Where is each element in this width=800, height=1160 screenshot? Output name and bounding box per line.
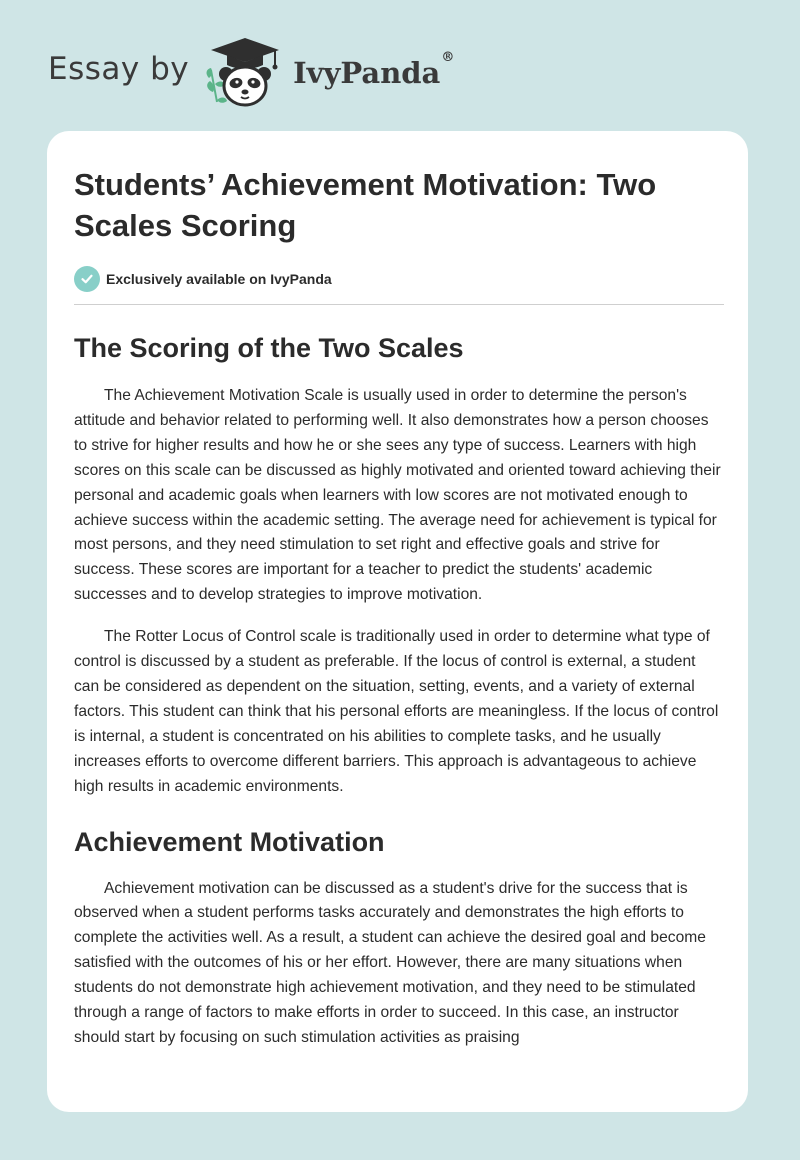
checkmark-icon	[74, 266, 100, 292]
paragraph: Achievement motivation can be discussed as a student's drive for the success that is observed when a student performs tasks accurately and demonstrates the high efforts to complete the activities well. As a result, a student can achieve the desired goal and become satisfied with the outcomes of his or her effort. However, there are many situations when students do not demonstrate high achievement motivation, and they need to be stimulated through a range of factors to make efforts in order to succeed. In this case, an instructor should start by focusing on such stimulation activities as praising	[74, 879, 706, 1046]
divider	[74, 304, 724, 305]
section-heading: Achievement Motivation	[74, 826, 385, 857]
essay-by-label: Essay by	[48, 51, 190, 87]
paragraph: The Rotter Locus of Control scale is traditionally used in order to determine what type of control is discussed by a student as preferable. If the locus of control is external, a student can be considered as dependent on the situation, setting, events, and a variety of external factors. This student can think that his personal efforts are meaningless. If the locus of control is internal, a student is concentrated on his abilities to complete tasks, and he usually increases efforts to overcome different barriers. This approach is advantageous to achieve high results in academic environments.	[74, 628, 719, 795]
paragraph: The Achievement Motivation Scale is usually used in order to determine the person's attitude and behavior related to performing well. It also demonstrates how a person chooses to strive for higher results and how he or she sees any type of success. Learners with high scores on this scale can be discussed as highly motivated and oriented toward achieving their personal and academic goals when learners with low scores are not motivated enough to achieve success within the academic setting. The average need for achievement is typical for most persons, and they need stimulation to set right and effective goals and strive for success. These scores are important for a teacher to predict the students' academic successes and to develop strategies to improve motivation.	[74, 387, 721, 604]
article-card	[47, 131, 748, 1112]
registered-mark: ®	[441, 50, 455, 65]
panda-graduation-cap-icon[interactable]	[203, 34, 287, 110]
article-title: Students’ Achievement Motivation: Two Scales Scoring	[74, 167, 657, 243]
brand-label: IvyPanda	[293, 56, 441, 90]
exclusive-label: Exclusively available on IvyPanda	[106, 271, 332, 287]
section-heading: The Scoring of the Two Scales	[74, 333, 464, 363]
article-content	[74, 164, 724, 1051]
exclusive-badge	[74, 266, 724, 292]
brand-name[interactable]	[293, 50, 455, 90]
site-header	[48, 34, 454, 110]
